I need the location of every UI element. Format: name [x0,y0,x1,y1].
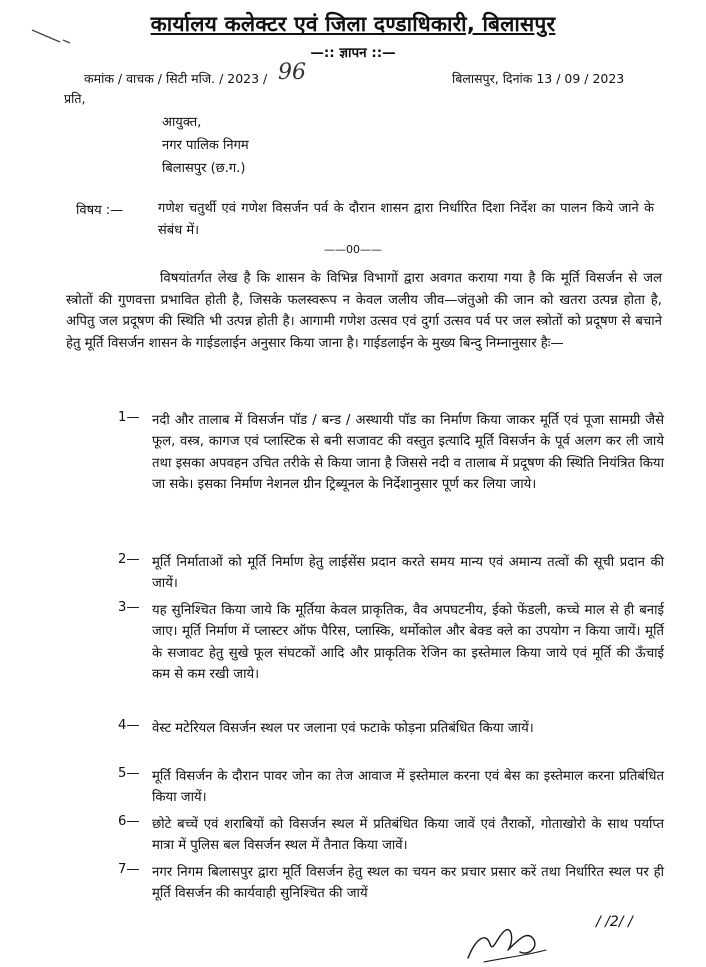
guideline-item: वेस्ट मटेरियल विसर्जन स्थल पर जलाना एवं फटाके फोड़ना प्रतिबंधित किया जायें। [152,721,534,736]
page-marker: / /2/ / [596,914,633,930]
intro-paragraph: विषयांतर्गत लेख है कि शासन के विभिन्न विभागों द्वारा अवगत कराया गया है कि मूर्ति विसर्जन से जल स्त्रोतों की गुणवत्ता प्रभावित होती है, जिसके फलस्वरूप न केवल जलीय जीव—जंतुओ की जान को खतरा उत्पन्न होता है, अपितु जल प्रदूषण की स्थिति भी उत्पन्न होती है। आगामी गणेश उत्सव एवं दुर्गा उत्सव पर्व पर जल स्त्रोतों को प्रदूषण से बचाने हेतु मूर्ति विसर्जन शासन के गाईडलाईन अनुसार किया जाना है। गाईडलाईन के मुख्य बिन्दु निम्नानुसार हैः— [66,271,662,352]
signature [462,918,552,966]
item-number: 6— [118,814,140,829]
recipient-line: बिलासपुर (छ.ग.) [162,161,246,176]
guideline-item: नगर निगम बिलासपुर द्वारा मूर्ति विसर्जन हेतु स्थल का चयन कर प्रचार प्रसार करें तथा निर्धारित स्थल पर ही मूर्ति विसर्जन की कार्यवाही सुनिश्चित की जायें [152,865,664,902]
pen-mark-icon [30,26,76,48]
item-number: 7— [118,862,140,877]
subject-label: विषय :— [76,203,124,218]
separator: ——00—— [324,243,382,256]
memo-heading: —:: ज्ञापन ::— [310,45,396,61]
item-number: 5— [118,766,140,781]
reference-date: बिलासपुर, दिनांक 13 / 09 / 2023 [452,71,625,86]
guideline-item: यह सुनिश्चित किया जाये कि मूर्तिया केवल प्राकृतिक, वैव अपघटनीय, ईको फेंडली, कच्चे माल से ही बनाई जाए। मूर्ति निर्माण में प्लास्टर ऑफ पैरिस, प्लास्कि, थर्मोकोल और बेक्ड क्ले का उपयोग न किया जायें। मूर्ति के सजावट हेतु सुखे फूल संघटकों आदि और प्राकृतिक रेजिन का इस्तेमाल किया जाये एवं मूर्ति की ऊँचाई कम से कम रखी जाये। [152,603,664,683]
recipient-line: नगर पालिक निगम [162,138,249,153]
recipient-line: आयुक्त, [162,115,202,130]
item-number: 4— [118,718,140,733]
guideline-item: छोटे बच्चें एवं शराबियों को विसर्जन स्थल में प्रतिबंधित किया जावें एवं तैराकों, गोताखोरो के साथ पर्याप्त मात्रा में पुलिस बल विसर्जन स्थल में तैनात किया जावें। [152,817,664,854]
reference-label: कमांक / वाचक / सिटी मजि. / 2023 / [84,71,268,86]
recipient-prefix: प्रति, [64,91,86,106]
reference-number: 96 [278,60,306,85]
item-number: 2— [118,552,140,567]
item-number: 1— [118,410,140,425]
item-number: 3— [118,600,140,615]
guideline-item: नदी और तालाब में विसर्जन पॉड / बन्ड / अस्थायी पॉड का निर्माण किया जाकर मूर्ति एवं पूजा सामग्री जैसे फूल, वस्त्र, कागज एवं प्लास्टिक से बनी सजावट की वस्तुत इत्यादि मूर्ति विसर्जन के पूर्व अलग कर ली जाये तथा इसका अपवहन उचित तरीके से किया जाना है जिससे नदी व तालाब में प्रदूषण की स्थिति नियंत्रित किया जा सके। इसका निर्माण नेशनल ग्रीन ट्रिब्यूनल के निर्देशानुसार पूर्ण कर लिया जाये। [152,413,664,493]
guideline-item: मूर्ति विसर्जन के दौरान पावर जोन का तेज आवाज में इस्तेमाल करना एवं बेस का इस्तेमाल करना प्रतिबंधित किया जायें। [152,769,664,806]
guideline-item: मूर्ति निर्माताओं को मूर्ति निर्माण हेतु लाईसेंस प्रदान करते समय मान्य एवं अमान्य तत्वों की सूची प्रदान की जायें। [152,555,664,592]
subject-text: गणेश चतुर्थी एवं गणेश विसर्जन पर्व के दौरान शासन द्वारा निर्धारित दिशा निर्देश का पालन किये जाने के संबंध में। [158,201,654,238]
page-title: कार्यालय कलेक्टर एवं जिला दण्डाधिकारी, बिलासपुर [150,12,556,36]
